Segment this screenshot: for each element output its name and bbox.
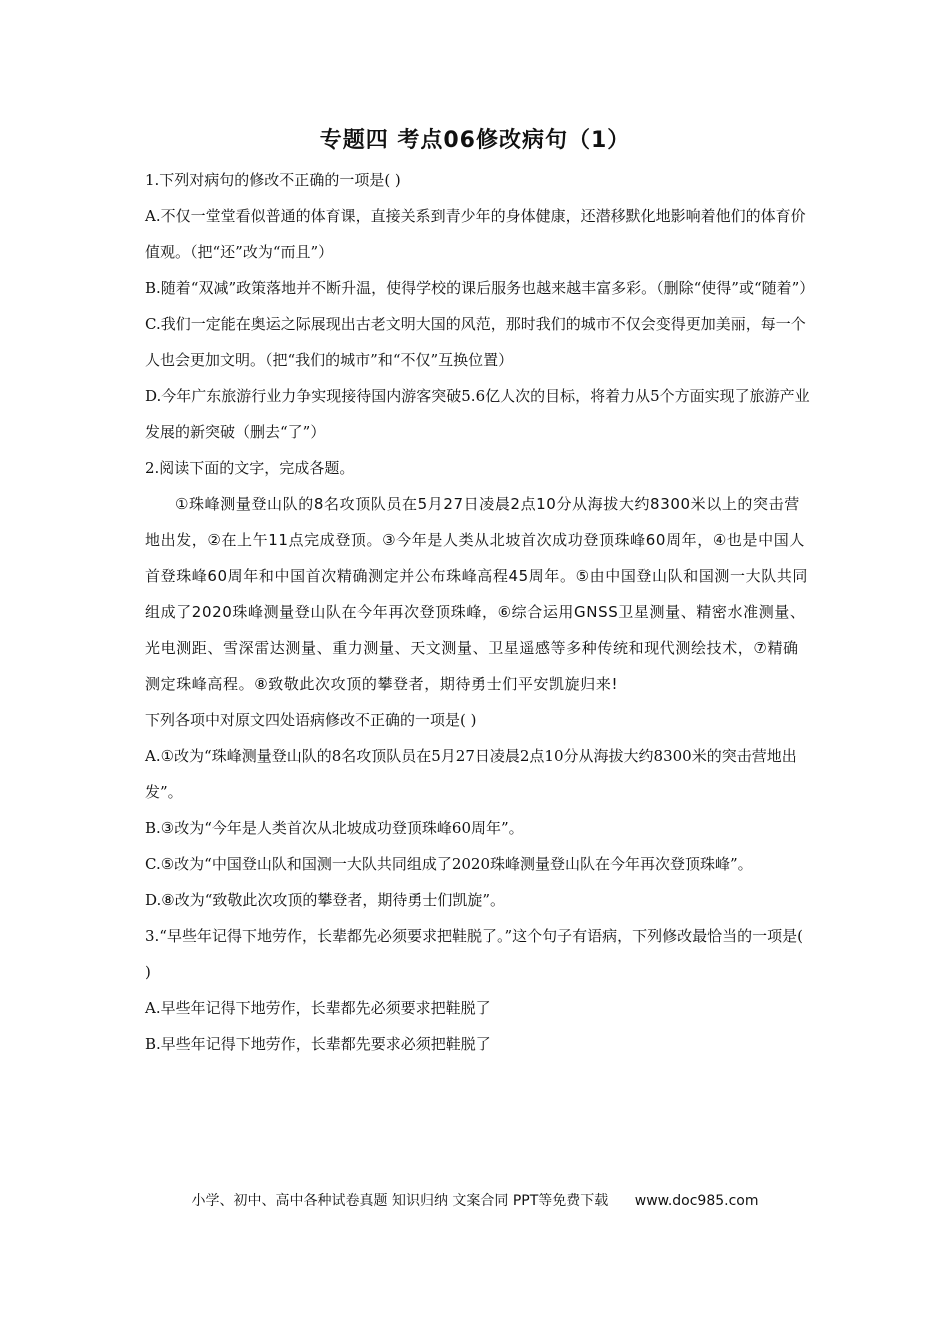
option-b: B.早些年记得下地劳作，长辈都先要求必须把鞋脱了 (145, 1035, 491, 1053)
option-d: D.⑧改为“致敬此次攻顶的攀登者，期待勇士们凯旋”。 (145, 891, 506, 909)
question-3 (145, 918, 810, 1062)
option-b: B.随着“双减”政策落地并不断升温，使得学校的课后服务也越来越丰富多彩。（删除“使得”或“随着”） (145, 279, 815, 297)
footer-text: 小学、初中、高中各种试卷真题 知识归纳 文案合同 PPT等免费下载 (191, 1193, 609, 1209)
option-c: C.⑤改为“中国登山队和国测一大队共同组成了2020珠峰测量登山队在今年再次登顶珠峰”。 (145, 855, 753, 873)
question-stem: 2.阅读下面的文字，完成各题。 (145, 459, 355, 477)
question-stem: 1.下列对病句的修改不正确的一项是( ) (145, 171, 401, 189)
option-b: B.③改为“今年是人类首次从北坡成功登顶珠峰60周年”。 (145, 819, 524, 837)
option-c: C.我们一定能在奥运之际展现出古老文明大国的风范，那时我们的城市不仅会变得更加美丽，每一个人也会更加文明。（把“我们的城市”和“不仅”互换位置） (145, 315, 806, 369)
sub-question-stem: 下列各项中对原文四处语病修改不正确的一项是( ) (145, 711, 477, 729)
footer-url[interactable]: www.doc985.com (634, 1193, 759, 1209)
option-a: A.①改为“珠峰测量登山队的8名攻顶队员在5月27日凌晨2点10分从海拔大约8300米的突击营地出发”。 (145, 747, 797, 801)
question-stem: 3.“早些年记得下地劳作，长辈都先必须要求把鞋脱了。”这个句子有语病，下列修改最恰当的一项是( ) (145, 927, 804, 981)
question-1 (145, 162, 815, 450)
option-a: A.早些年记得下地劳作，长辈都先必须要求把鞋脱了 (145, 999, 491, 1017)
page-footer (0, 1189, 950, 1213)
option-a: A.不仅一堂堂看似普通的体育课，直接关系到青少年的身体健康，还潜移默化地影响着他们的体育价值观。（把“还”改为“而且”） (145, 207, 806, 261)
option-d: D.今年广东旅游行业力争实现接待国内游客突破5.6亿人次的目标，将着力从5个方面实现了旅游产业发展的新突破（删去“了”） (145, 387, 810, 441)
question-2 (145, 450, 810, 918)
reading-passage: ①珠峰测量登山队的8名攻顶队员在5月27日凌晨2点10分从海拔大约8300米以上的突击营地出发，②在上午11点完成登顶。③今年是人类从北坡首次成功登顶珠峰60周年，④也是中国人首登珠峰60周年和中国首次精确测定并公布珠峰高程45周年。⑤由中国登山队和国测一大队共同组成了2020珠峰测量登山队在今年再次登顶珠峰，⑥综合运用GNSS卫星测量、精密水准测量、光电测距、雪深雷达测量、重力测量、天文测量、卫星遥感等多种传统和现代测绘技术，⑦精确测定珠峰高程。⑧致敬此次攻顶的攀登者，期待勇士们平安凯旋归来! (145, 495, 809, 693)
document-body (145, 162, 815, 1062)
page-title: 专题四 考点06修改病句（1） (319, 128, 631, 153)
